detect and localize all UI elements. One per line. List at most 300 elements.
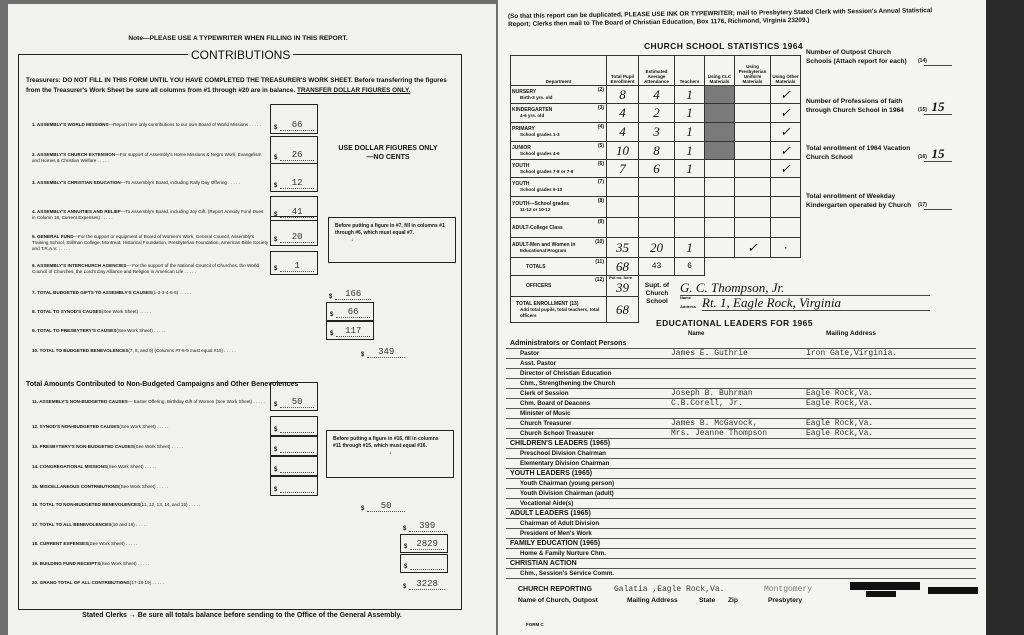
leader-role: Chm. Board of Deacons — [520, 400, 591, 407]
leader-row — [506, 339, 976, 349]
amount-field[interactable] — [400, 534, 448, 553]
enrollment-cell[interactable] — [607, 197, 639, 218]
leader-role: Chm., Strengthening the Church — [520, 380, 616, 387]
supt-name: G. C. Thompson, Jr. — [680, 281, 930, 296]
amount-field[interactable] — [326, 321, 374, 340]
church-reporting-value: Galatia ,Eagle Rock,Va. — [614, 585, 725, 594]
teachers-cell[interactable]: 1 — [675, 123, 705, 142]
amount-field[interactable] — [270, 436, 318, 456]
amount-value: 117 — [336, 326, 370, 337]
leader-row — [506, 539, 976, 549]
amount-field[interactable] — [270, 382, 318, 411]
department-sub: 11-12 or 10-12 — [520, 207, 551, 212]
leader-row — [506, 509, 976, 519]
department-cell — [511, 178, 607, 197]
other-materials-cell[interactable]: ✓ — [771, 86, 801, 104]
department-name: ADULT-College Class — [512, 224, 563, 231]
enrollment-cell[interactable] — [607, 178, 639, 197]
clc-materials-cell[interactable] — [705, 86, 735, 104]
item-label: 2. ASSEMBLY'S CHURCH EXTENSION — [32, 152, 116, 157]
amount-value: 41 — [280, 207, 314, 218]
stated-clerks-footer: Stated Clerks → Be sure all totals balance before sending to the Office of the General Assembly. — [82, 612, 402, 619]
uniform-materials-cell[interactable] — [735, 104, 771, 123]
other-materials-cell[interactable]: ✓ — [771, 104, 801, 123]
leader-row — [506, 489, 976, 499]
department-sub: Birth-3 yrs. old — [520, 94, 553, 100]
dollar-sign: $ — [274, 447, 278, 453]
teachers-cell[interactable]: 1 — [675, 86, 705, 104]
leader-row — [506, 379, 976, 389]
enrollment-cell[interactable]: 7 — [607, 160, 639, 178]
uniform-materials-cell[interactable] — [735, 123, 771, 142]
leader-row — [506, 559, 976, 569]
leader-row — [506, 389, 976, 399]
line-number: (7) — [597, 179, 604, 185]
item-label: 20. GRAND TOTAL OF ALL CONTRIBUTIONS — [32, 580, 130, 585]
department-cell — [511, 197, 607, 218]
supt-address-caption: Address — [680, 304, 697, 309]
other-materials-cell[interactable]: ✓ — [771, 160, 801, 178]
total-enrollment-cell[interactable]: 68 — [607, 258, 639, 276]
church-reporting-label: CHURCH REPORTING — [518, 586, 592, 593]
dollar-sign: $ — [330, 312, 334, 318]
item-description: —For support of Assembly's Home Missions & Negro Work, Evangelism and Homes & Christian Welfare — [32, 152, 262, 163]
line-number: (4) — [597, 124, 604, 130]
leaders-list — [506, 339, 976, 579]
line-number: (5) — [597, 143, 604, 149]
amount-value: 399 — [409, 521, 445, 532]
leader-role: ADULT LEADERS (1965) — [510, 510, 591, 517]
department-row — [511, 104, 801, 123]
item-description: (See Work Sheet) — [119, 484, 156, 489]
dollar-sign: $ — [274, 467, 278, 473]
item-description: (17-18-19) — [129, 580, 152, 585]
department-cell — [511, 218, 607, 238]
side-answer[interactable] — [924, 209, 952, 210]
supt-name-caption: Name — [680, 295, 691, 300]
department-name: YOUTH — [512, 162, 530, 169]
contribution-item: 6. ASSEMBLY'S INTERCHURCH AGENCIES— For the support of the National Council of Churches, the World Council of Churches, the Lord's Day Alliance and Religion in American Life . . . . . — [32, 263, 259, 274]
teachers-cell[interactable]: 1 — [675, 142, 705, 160]
contribution-item: 20. GRAND TOTAL OF ALL CONTRIBUTIONS(17-18-19) . . . . . — [32, 580, 164, 585]
attendance-cell[interactable] — [639, 178, 675, 197]
attendance-cell[interactable] — [639, 218, 675, 238]
item-description: — Easter Offering, Birthday Gift of Women (See Work Sheet) — [127, 399, 253, 404]
other-materials-cell[interactable] — [771, 218, 801, 238]
enrollment-cell[interactable]: 4 — [607, 123, 639, 142]
note-item-7: Before putting a figure in #7, fill in columns #1 through #6, which must equal #7. ↓ — [328, 217, 456, 263]
contribution-item: 15. MISCELLANEOUS CONTRIBUTIONS(See Work Sheet) . . . . . — [32, 484, 169, 489]
leaders-name-header: Name — [688, 331, 705, 337]
dollar-sign: $ — [274, 155, 278, 161]
officers-value-cell[interactable] — [607, 276, 639, 297]
column-header: Using Presbyterian Uniform Materials — [735, 56, 771, 86]
department-row — [511, 218, 801, 238]
uniform-materials-cell[interactable]: ✓ — [735, 238, 771, 258]
attendance-cell[interactable] — [639, 197, 675, 218]
amount-value: 1 — [280, 261, 314, 272]
attendance-cell[interactable]: 20 — [639, 238, 675, 258]
clc-materials-cell[interactable] — [705, 178, 735, 197]
clc-materials-cell[interactable] — [705, 197, 735, 218]
amount-value: 66 — [280, 120, 314, 131]
leader-role: Vocational Aide(s) — [520, 500, 574, 507]
uniform-materials-cell[interactable] — [735, 86, 771, 104]
department-row — [511, 86, 801, 104]
contribution-item: 18. CURRENT EXPENSES(See Work Sheet) . . . . . — [32, 541, 138, 546]
side-answer[interactable]: 15 — [924, 100, 952, 115]
contribution-item: 16. TOTAL TO NON-BUDGETED BENEVOLENCES(11, 12, 13, 14, and 15) . . . . . — [32, 502, 201, 507]
side-question-text: Number of Outpost Church Schools (Attach report for each) — [806, 49, 907, 65]
amount-field[interactable] — [270, 251, 318, 275]
department-cell — [511, 104, 607, 123]
contribution-item: 9. TOTAL TO PRESBYTERY'S CAUSES(See Work Sheet) . . . . . — [32, 328, 166, 333]
amount-value: 50 — [280, 397, 314, 408]
amount-value — [280, 432, 314, 433]
contribution-item: 14. CONGREGATIONAL MISSIONS(See Work Sheet) . . . . . — [32, 464, 157, 469]
enrollment-cell[interactable]: 35 — [607, 238, 639, 258]
contribution-item: 7. TOTAL BUDGETED GIFTS TO ASSEMBLY'S CAUSES(1-2-3-4-5-6) . . . . . — [32, 290, 191, 295]
attendance-cell[interactable]: 4 — [639, 86, 675, 104]
leader-role: President of Men's Work — [520, 530, 592, 537]
item-description: (See Work Sheet) — [119, 424, 156, 429]
amount-value: 66 — [336, 307, 370, 318]
dollar-sign: $ — [404, 564, 408, 570]
item-description: (10 and 16) — [111, 522, 135, 527]
item-description: (1-2-3-4-5-6) — [152, 290, 179, 295]
amount-field[interactable] — [270, 456, 318, 476]
clc-materials-cell[interactable] — [705, 160, 735, 178]
enrollment-cell[interactable]: 10 — [607, 142, 639, 160]
other-materials-cell[interactable]: ✓ — [771, 142, 801, 160]
leader-row — [506, 359, 976, 369]
department-row — [511, 178, 801, 197]
contribution-item: 11. ASSEMBLY'S NON-BUDGETED CAUSES— Easter Offering, Birthday Gift of Women (See Work Sheet) . . . . . — [32, 399, 265, 404]
department-cell — [511, 123, 607, 142]
item-label: 9. TOTAL TO PRESBYTERY'S CAUSES — [32, 328, 117, 333]
column-header: Department — [511, 56, 607, 86]
note-item-16: Before putting a figure in #16, fill in columns #11 through #15, which must equal #16. ↓ — [326, 430, 454, 478]
leader-role: Preschool Division Chairman — [520, 450, 606, 457]
item-label: 11. ASSEMBLY'S NON-BUDGETED CAUSES — [32, 399, 128, 404]
line-number: (11) — [595, 259, 604, 265]
amount-value: 2829 — [410, 539, 444, 550]
amount-value: 3228 — [409, 579, 445, 590]
church-reporting — [518, 586, 958, 608]
teachers-cell[interactable]: 1 — [675, 238, 705, 258]
item-label: 15. MISCELLANEOUS CONTRIBUTIONS — [32, 484, 120, 489]
binder-edge — [986, 0, 1024, 635]
side-question — [806, 48, 952, 66]
leader-row — [506, 529, 976, 539]
side-question-text: Total enrollment of Weekday Kindergarten operated by Church — [806, 193, 912, 209]
instructions-emphasis: TRANSFER DOLLAR FIGURES ONLY. — [296, 87, 411, 94]
clc-materials-cell[interactable] — [705, 238, 735, 258]
total-enrollment-value[interactable]: 68 — [607, 297, 639, 323]
department-row — [511, 123, 801, 142]
attendance-cell[interactable]: 6 — [639, 160, 675, 178]
clc-materials-cell[interactable] — [705, 104, 735, 123]
uniform-materials-cell[interactable] — [735, 197, 771, 218]
contribution-item: 3. ASSEMBLY'S CHRISTIAN EDUCATION—To Assembly's Board, including Rally Day Offering . . . . . — [32, 180, 240, 185]
contribution-item: 17. TOTAL TO ALL BENEVOLENCES(10 and 16) . . . . . — [32, 522, 148, 527]
leader-row — [506, 549, 976, 559]
leader-address[interactable]: Eagle Rock,Va. — [806, 399, 874, 408]
dollar-sign: $ — [329, 294, 333, 300]
leader-name[interactable]: James B. McGavock, — [671, 419, 758, 428]
contribution-item: 1. ASSEMBLY'S WORLD MISSIONS—Report here only contributions to our own Board of World Missions . . . . . — [32, 122, 261, 127]
attendance-cell[interactable]: 8 — [639, 142, 675, 160]
contribution-item: 10. TOTAL TO BUDGETED BENEVOLENCES(7, 8, and 9) (Columns #7-8-9 must equal #10) . . . . . — [32, 348, 236, 353]
dollar-sign: $ — [274, 237, 278, 243]
mailing-instructions: (So that this report can be duplicated, PLEASE USE INK OR TYPEWRITER; mail to Presbytery Stated Clerk with Session's Annual Statistical Report; Clerks then mail to The Board of Christian Education, Box 1176, Richmond, Virginia 23209.) — [507, 7, 933, 29]
item-label: 17. TOTAL TO ALL BENEVOLENCES — [32, 522, 112, 527]
leader-address[interactable]: Eagle Rock,Va. — [806, 389, 874, 398]
uniform-materials-cell[interactable] — [735, 160, 771, 178]
clc-materials-cell[interactable] — [705, 123, 735, 142]
item-label: 12. SYNOD'S NON-BUDGETED CAUSES — [32, 424, 120, 429]
total-enrollment-label-cell — [511, 297, 607, 323]
caption-state: State — [699, 597, 716, 604]
leader-role: CHILDREN'S LEADERS (1965) — [510, 440, 611, 447]
amount-field[interactable] — [326, 288, 374, 302]
dollar-sign: $ — [274, 183, 278, 189]
dollar-sign: $ — [404, 544, 408, 550]
amount-value: 12 — [280, 178, 314, 189]
item-description: (See Work Sheet) — [107, 464, 144, 469]
amount-value — [280, 472, 314, 473]
item-description: (7, 8, and 9) (Columns #7-8-9 must equal #10) — [128, 348, 223, 353]
typewriter-note: Note—PLEASE USE A TYPEWRITER WHEN FILLING IN THIS REPORT. — [128, 35, 348, 42]
amount-field[interactable] — [400, 520, 448, 534]
other-materials-cell[interactable] — [771, 197, 801, 218]
amount-field[interactable] — [270, 104, 318, 134]
leader-role: Administrators or Contact Persons — [510, 340, 627, 347]
item-description: — For the support of the National Council of Churches, the World Council of Churches, the Lord's Day Alliance and Religion in American Life — [32, 263, 259, 274]
item-label: 8. TOTAL TO SYNOD'S CAUSES — [32, 309, 102, 314]
leader-row — [506, 349, 976, 359]
clc-materials-cell[interactable] — [705, 218, 735, 238]
enrollment-cell[interactable]: 8 — [607, 86, 639, 104]
note-7-text: Before putting a figure in #7, fill in columns #1 through #6, which must equal #7. — [335, 223, 445, 236]
department-sub: 4-6 yrs. old — [520, 113, 545, 118]
leader-row — [506, 459, 976, 469]
redaction-mark — [850, 582, 920, 590]
caption-presbytery: Presbytery — [768, 597, 803, 604]
leader-role: YOUTH LEADERS (1965) — [510, 470, 593, 477]
line-number: (8) — [597, 198, 604, 204]
dollar-sign: $ — [274, 266, 278, 272]
line-number: (6) — [597, 161, 604, 167]
amount-field[interactable] — [326, 302, 374, 321]
amount-field[interactable] — [400, 554, 448, 573]
presbytery-value: Montgomery — [764, 585, 813, 594]
item-label: 3. ASSEMBLY'S CHRISTIAN EDUCATION — [32, 180, 121, 185]
dollar-sign: $ — [274, 427, 278, 433]
line-number: (12) — [595, 277, 604, 283]
side-answer[interactable] — [924, 65, 952, 66]
other-materials-cell[interactable]: · — [771, 238, 801, 258]
dollar-sign: $ — [274, 487, 278, 493]
empty — [705, 258, 801, 276]
item-label: 5. GENERAL FUND — [32, 234, 74, 239]
leader-row — [506, 399, 976, 409]
line-number: (9) — [597, 219, 604, 225]
leader-row — [506, 569, 976, 579]
enrollment-cell[interactable] — [607, 218, 639, 238]
dollar-sign: $ — [274, 402, 278, 408]
redaction-mark — [928, 587, 978, 594]
attendance-cell[interactable]: 2 — [639, 104, 675, 123]
leader-row — [506, 519, 976, 529]
leader-role: Director of Christian Education — [520, 370, 612, 377]
leader-name[interactable]: C.B.Corell, Jr. — [671, 399, 744, 408]
total-enrollment-sub: Add total pupils, total teachers, total officers — [520, 306, 600, 318]
clc-materials-cell[interactable] — [705, 142, 735, 160]
department-name: YOUTH—School grades — [512, 201, 569, 207]
item-label: 10. TOTAL TO BUDGETED BENEVOLENCES — [32, 348, 129, 353]
side-question — [806, 144, 952, 162]
department-row — [511, 142, 801, 160]
teachers-cell[interactable]: 1 — [675, 104, 705, 123]
leaders-address-header: Mailing Address — [826, 330, 876, 337]
officers-label: OFFICERS — [526, 283, 552, 289]
note-16-text: Before putting a figure in #16, fill in columns #11 through #15, which must equal #16. — [333, 436, 439, 449]
leader-row — [506, 369, 976, 379]
leader-role: Youth Chairman (young person) — [520, 480, 615, 487]
item-description: (See Work Sheet) — [100, 561, 137, 566]
item-label: 7. TOTAL BUDGETED GIFTS TO ASSEMBLY'S CAUSES — [32, 290, 153, 295]
supt-label: Supt. of Church School — [644, 282, 670, 305]
amount-field[interactable] — [270, 416, 318, 436]
amount-value — [280, 452, 314, 453]
totals-label: TOTALS — [526, 263, 546, 270]
department-row — [511, 197, 801, 218]
amount-field[interactable] — [270, 476, 318, 496]
totals-cell — [511, 258, 607, 276]
amount-field[interactable] — [358, 346, 408, 360]
enrollment-cell[interactable]: 4 — [607, 104, 639, 123]
amount-field[interactable] — [270, 163, 318, 192]
leader-role: Church School Treasurer — [520, 430, 594, 437]
item-description: (See Work Sheet) — [101, 309, 139, 314]
attendance-cell[interactable]: 3 — [639, 123, 675, 142]
leader-row — [506, 409, 976, 419]
leader-row — [506, 419, 976, 429]
dollar-sign: $ — [361, 506, 365, 512]
amount-value — [280, 492, 314, 493]
leader-name[interactable]: Joseph B. Buhrman — [671, 389, 753, 398]
totals-row — [511, 258, 801, 276]
leader-role: CHRISTIAN ACTION — [510, 560, 577, 567]
uniform-materials-cell[interactable] — [735, 178, 771, 197]
item-label: 19. BUILDING FUND RECEIPTS — [32, 561, 101, 566]
item-description: (See Work Sheet) — [116, 328, 153, 333]
department-name: JUNIOR — [512, 144, 531, 151]
contribution-item: 8. TOTAL TO SYNOD'S CAUSES(See Work Sheet) . . . . . — [32, 309, 151, 314]
officers-hint: Put no. here — [609, 275, 633, 280]
caption-church-name: Name of Church, Outpost — [518, 597, 598, 604]
leader-role: FAMILY EDUCATION (1965) — [510, 540, 601, 547]
total-enrollment-label: TOTAL ENROLLMENT (13) — [516, 300, 579, 307]
amount-value: 166 — [335, 289, 371, 300]
contribution-item: 2. ASSEMBLY'S CHURCH EXTENSION—For support of Assembly's Home Missions & Negro Work, Evangelism and Homes & Christian Welfare . . . . . — [32, 152, 262, 163]
leader-name[interactable]: James E. Guthrie — [671, 349, 748, 358]
teachers-cell[interactable] — [675, 178, 705, 197]
leader-address[interactable]: Eagle Rock,Va. — [806, 429, 874, 438]
amount-field[interactable] — [270, 216, 318, 246]
line-number: (2) — [597, 87, 604, 93]
item-description: (11, 12, 13, 14, and 15) — [140, 502, 188, 507]
other-materials-cell[interactable] — [771, 178, 801, 197]
leader-row — [506, 479, 976, 489]
leader-role: Asst. Pastor — [520, 360, 557, 367]
caption-mailing-address: Mailing Address — [627, 597, 678, 604]
dollar-sign: $ — [403, 584, 407, 590]
item-description: (See Work Sheet) — [134, 444, 171, 449]
department-sub: School grades 9-10 — [520, 187, 563, 192]
leader-address[interactable]: Iron Gate,Virginia. — [806, 349, 898, 358]
amount-field[interactable] — [400, 578, 448, 592]
item-description: —To Assembly's Board, including Joy Gift. (Report Annuity Fund Dues in Column 18, Current Expenses) — [32, 209, 264, 220]
dollar-sign: $ — [274, 212, 278, 218]
line-number: (16) — [918, 154, 927, 160]
side-question — [806, 192, 952, 210]
other-materials-cell[interactable]: ✓ — [771, 123, 801, 142]
line-number: (15) — [918, 107, 927, 113]
department-name: PRIMARY — [512, 126, 535, 132]
leader-row — [506, 499, 976, 509]
total-attendance-cell[interactable]: 43 — [639, 258, 675, 276]
department-sub: School grades 7-8 or 7-9 — [520, 168, 574, 174]
department-cell — [511, 86, 607, 104]
contribution-item: 12. SYNOD'S NON-BUDGETED CAUSES(See Work Sheet) . . . . . — [32, 424, 169, 429]
amount-field[interactable] — [270, 136, 318, 164]
statistics-title: CHURCH SCHOOL STATISTICS 1964 — [644, 41, 803, 51]
leader-role: Home & Family Nurture Chm. — [520, 550, 606, 557]
column-header: Estimated Average Attendance — [639, 56, 675, 86]
uniform-materials-cell[interactable] — [735, 142, 771, 160]
leader-address[interactable]: Eagle Rock,Va. — [806, 419, 874, 428]
side-answer[interactable]: 15 — [924, 147, 952, 162]
department-row — [511, 160, 801, 178]
teachers-cell[interactable] — [675, 218, 705, 238]
amount-value: 50 — [367, 501, 405, 512]
line-number: (14) — [918, 58, 927, 64]
amount-value — [410, 569, 444, 570]
contribution-item: 5. GENERAL FUND—For the support or equipment of Board of Women's Work, General Council, Assembly's Training School, Stillman College, Montreat, Historical Foundation, Presbyterian Foundation, American Bible Society and T.R.A.V. . . . . . — [32, 234, 269, 251]
item-description: —To Assembly's Board, including Rally Day Offering — [120, 180, 227, 185]
leader-role: Elementary Division Chairman — [520, 460, 610, 467]
contribution-item: 13. PRESBYTERY'S NON-BUDGETED CAUSES(See Work Sheet) . . . . . — [32, 444, 184, 449]
treasurer-instructions — [26, 76, 456, 96]
total-teachers-cell[interactable]: 6 — [675, 258, 705, 276]
contributions-title: CONTRIBUTIONS — [188, 48, 293, 62]
department-name: NURSERY — [512, 88, 537, 95]
contributions-page — [8, 4, 496, 635]
amount-field[interactable] — [358, 500, 408, 514]
dollar-sign: $ — [361, 352, 365, 358]
teachers-cell[interactable] — [675, 197, 705, 218]
instructions-text: Treasurers: DO NOT FILL IN THIS FORM UNTIL YOU HAVE COMPLETED THE TREASURER'S WORK SHEET. Before transferring the figures from the Treasurer's Work Sheet be sure all columns from #1 through #20 are in balance. — [26, 77, 447, 94]
uniform-materials-cell[interactable] — [735, 218, 771, 238]
item-label: 13. PRESBYTERY'S NON-BUDGETED CAUSES — [32, 444, 135, 449]
contribution-item: 19. BUILDING FUND RECEIPTS(See Work Sheet) . . . . . — [32, 561, 150, 566]
leaders-title: EDUCATIONAL LEADERS FOR 1965 — [656, 318, 813, 328]
leader-name[interactable]: Mrs. Jeanne Thompson — [671, 429, 768, 438]
teachers-cell[interactable]: 1 — [675, 160, 705, 178]
leader-role: Church Treasurer — [520, 420, 572, 427]
